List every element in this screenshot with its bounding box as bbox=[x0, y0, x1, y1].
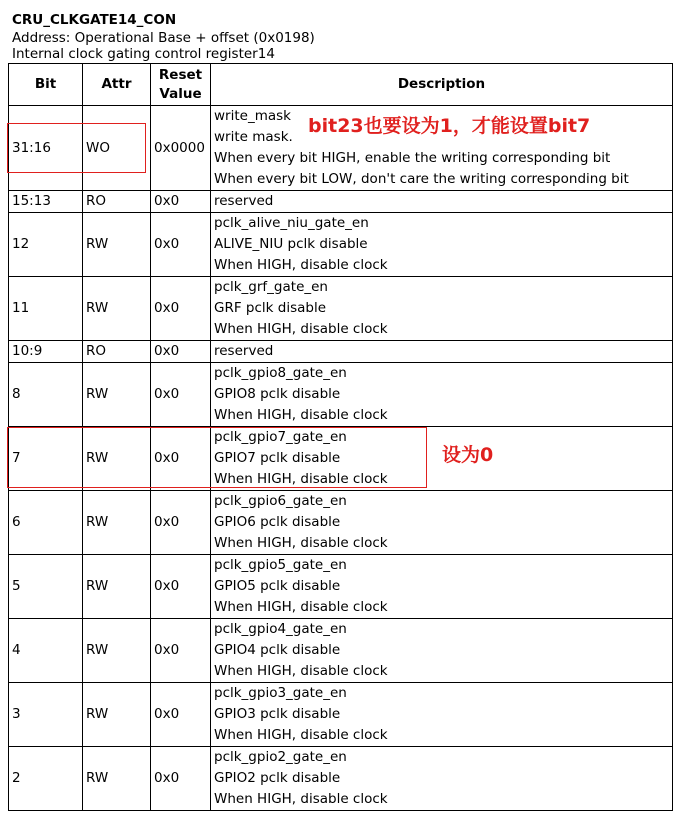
cell-bit: 10:9 bbox=[9, 341, 83, 363]
description-line: GPIO4 pclk disable bbox=[214, 642, 341, 658]
description-line: When HIGH, disable clock bbox=[214, 321, 388, 337]
cell-bit: 4 bbox=[9, 619, 83, 683]
register-name: CRU_CLKGATE14_CON bbox=[12, 12, 177, 28]
cell-description bbox=[211, 363, 673, 427]
description-line: pclk_alive_niu_gate_en bbox=[214, 215, 369, 231]
description-line: GPIO5 pclk disable bbox=[214, 578, 341, 594]
cell-bit: 2 bbox=[9, 747, 83, 811]
description-line: When HIGH, disable clock bbox=[214, 535, 388, 551]
description-line: reserved bbox=[214, 343, 274, 359]
cell-description bbox=[211, 555, 673, 619]
cell-description bbox=[211, 341, 673, 363]
description-line: GPIO7 pclk disable bbox=[214, 450, 341, 466]
cell-reset-value: 0x0 bbox=[151, 363, 211, 427]
table-row bbox=[9, 341, 673, 363]
description-line: write_mask bbox=[214, 108, 291, 124]
description-line: GPIO3 pclk disable bbox=[214, 706, 341, 722]
cell-reset-value: 0x0 bbox=[151, 619, 211, 683]
header-reset-value: Reset Value bbox=[151, 64, 211, 106]
table-row bbox=[9, 213, 673, 277]
cell-description bbox=[211, 491, 673, 555]
cell-bit: 15:13 bbox=[9, 191, 83, 213]
cell-attr: RW bbox=[83, 427, 151, 491]
cell-bit: 11 bbox=[9, 277, 83, 341]
cell-description bbox=[211, 191, 673, 213]
description-line: pclk_gpio5_gate_en bbox=[214, 557, 347, 573]
description-line: pclk_gpio4_gate_en bbox=[214, 621, 347, 637]
description-line: pclk_gpio6_gate_en bbox=[214, 493, 347, 509]
cell-description bbox=[211, 277, 673, 341]
cell-description bbox=[211, 683, 673, 747]
annotation-box-write-mask bbox=[7, 123, 146, 173]
cell-attr: RW bbox=[83, 747, 151, 811]
table-row bbox=[9, 747, 673, 811]
cell-bit: 8 bbox=[9, 363, 83, 427]
description-line: pclk_gpio7_gate_en bbox=[214, 429, 347, 445]
description-line: pclk_gpio2_gate_en bbox=[214, 749, 347, 765]
table-row bbox=[9, 363, 673, 427]
description-line: GPIO2 pclk disable bbox=[214, 770, 341, 786]
description-line: When HIGH, disable clock bbox=[214, 791, 388, 807]
table-header-row bbox=[9, 64, 673, 106]
cell-attr: RO bbox=[83, 341, 151, 363]
description-line: GRF pclk disable bbox=[214, 300, 327, 316]
cell-bit: 6 bbox=[9, 491, 83, 555]
cell-reset-value: 0x0 bbox=[151, 277, 211, 341]
annotation-box-bit7 bbox=[7, 427, 427, 488]
cell-attr: WO bbox=[83, 106, 151, 191]
table-row bbox=[9, 683, 673, 747]
annotation-note-write-mask: bit23也要设为1，才能设置bit7 bbox=[308, 115, 591, 137]
cell-bit: 3 bbox=[9, 683, 83, 747]
cell-reset-value: 0x0 bbox=[151, 191, 211, 213]
description-line: When HIGH, disable clock bbox=[214, 599, 388, 615]
register-description: Internal clock gating control register14 bbox=[12, 46, 275, 62]
cell-attr: RW bbox=[83, 213, 151, 277]
cell-bit: 31:16 bbox=[9, 106, 83, 191]
cell-reset-value: 0x0 bbox=[151, 427, 211, 491]
description-line: GPIO6 pclk disable bbox=[214, 514, 341, 530]
cell-attr: RW bbox=[83, 683, 151, 747]
cell-attr: RO bbox=[83, 191, 151, 213]
table-row bbox=[9, 619, 673, 683]
cell-description bbox=[211, 213, 673, 277]
cell-attr: RW bbox=[83, 491, 151, 555]
header-bit: Bit bbox=[9, 64, 83, 106]
cell-attr: RW bbox=[83, 277, 151, 341]
header-description: Description bbox=[211, 64, 673, 106]
description-line: pclk_gpio3_gate_en bbox=[214, 685, 347, 701]
description-line: ALIVE_NIU pclk disable bbox=[214, 236, 368, 252]
cell-reset-value: 0x0 bbox=[151, 491, 211, 555]
description-line: When HIGH, disable clock bbox=[214, 727, 388, 743]
annotation-note-bit7: 设为0 bbox=[442, 444, 494, 466]
table-row bbox=[9, 277, 673, 341]
description-line: When HIGH, disable clock bbox=[214, 471, 388, 487]
cell-reset-value: 0x0 bbox=[151, 555, 211, 619]
description-line: When every bit LOW, don't care the writing corresponding bit bbox=[214, 171, 629, 187]
description-line: When every bit HIGH, enable the writing corresponding bit bbox=[214, 150, 611, 166]
cell-attr: RW bbox=[83, 555, 151, 619]
cell-reset-value: 0x0 bbox=[151, 213, 211, 277]
cell-reset-value: 0x0 bbox=[151, 683, 211, 747]
description-line: write mask. bbox=[214, 129, 293, 145]
register-address: Address: Operational Base + offset (0x0198) bbox=[12, 30, 315, 46]
table-row bbox=[9, 555, 673, 619]
description-line: pclk_gpio8_gate_en bbox=[214, 365, 347, 381]
description-line: GPIO8 pclk disable bbox=[214, 386, 341, 402]
cell-reset-value: 0x0 bbox=[151, 341, 211, 363]
cell-bit: 12 bbox=[9, 213, 83, 277]
cell-attr: RW bbox=[83, 619, 151, 683]
cell-bit: 7 bbox=[9, 427, 83, 491]
table-row bbox=[9, 491, 673, 555]
cell-bit: 5 bbox=[9, 555, 83, 619]
cell-attr: RW bbox=[83, 363, 151, 427]
description-line: When HIGH, disable clock bbox=[214, 663, 388, 679]
cell-description bbox=[211, 747, 673, 811]
table-row bbox=[9, 191, 673, 213]
description-line: pclk_grf_gate_en bbox=[214, 279, 328, 295]
cell-reset-value: 0x0 bbox=[151, 747, 211, 811]
description-line: When HIGH, disable clock bbox=[214, 407, 388, 423]
cell-reset-value: 0x0000 bbox=[151, 106, 211, 191]
header-attr: Attr bbox=[83, 64, 151, 106]
cell-description bbox=[211, 619, 673, 683]
description-line: When HIGH, disable clock bbox=[214, 257, 388, 273]
description-line: reserved bbox=[214, 193, 274, 209]
